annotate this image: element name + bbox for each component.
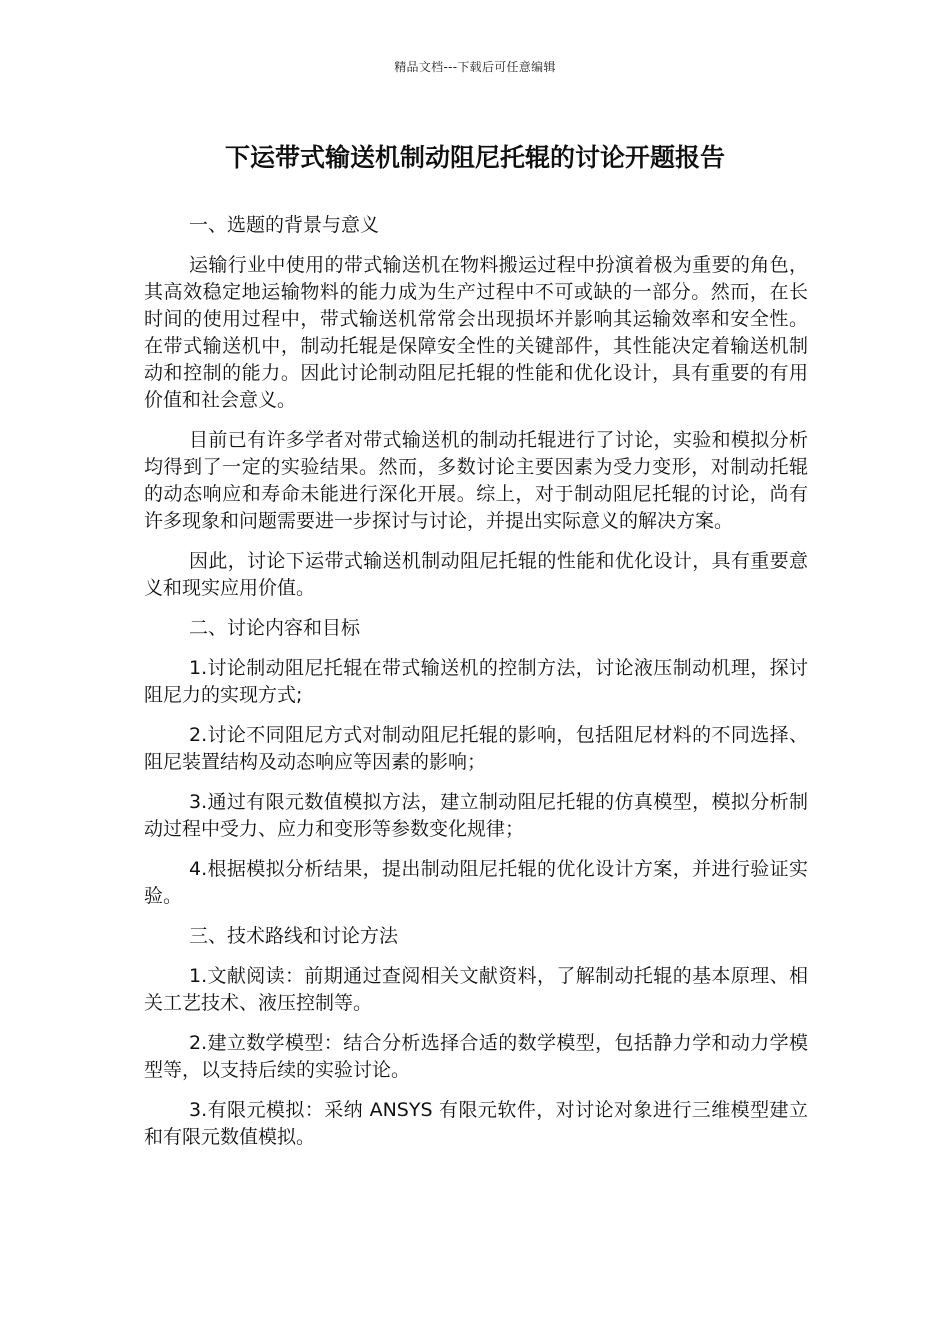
list-item: 2.建立数学模型：结合分析选择合适的数学模型，包括静力学和动力学模型等，以支持后续的实验讨论。 (144, 1032, 808, 1081)
document-title: 下运带式输送机制动阻尼托辊的讨论开题报告 (224, 143, 725, 172)
list-item: 4.根据模拟分析结果，提出制动阻尼托辊的优化设计方案，并进行验证实验。 (144, 858, 808, 907)
document-body (144, 212, 808, 1164)
list-item: 1.文献阅读：前期通过查阅相关文献资料，了解制动托辊的基本原理、相关工艺技术、液压控制等。 (144, 965, 808, 1014)
paragraph: 因此，讨论下运带式输送机制动阻尼托辊的性能和优化设计，具有重要意义和现实应用价值。 (144, 550, 808, 599)
section-heading-technical-route: 三、技术路线和讨论方法 (189, 925, 399, 947)
paragraph: 运输行业中使用的带式输送机在物料搬运过程中扮演着极为重要的角色，其高效稳定地运输物料的能力成为生产过程中不可或缺的一部分。然而，在长时间的使用过程中，带式输送机常常会出现损坏并影响其运输效率和安全性。在带式输送机中，制动托辊是保障安全性的关键部件，其性能决定着输送机制动和控制的能力。因此讨论制动阻尼托辊的性能和优化设计，具有重要的有用价值和社会意义。 (144, 254, 808, 411)
page-header-note: 精品文档---下载后可任意编辑 (394, 60, 556, 74)
list-item: 3.有限元模拟：采纳 ANSYS 有限元软件，对讨论对象进行三维模型建立和有限元数值模拟。 (144, 1099, 808, 1148)
list-item: 3.通过有限元数值模拟方法，建立制动阻尼托辊的仿真模型，模拟分析制动过程中受力、应力和变形等参数变化规律； (144, 791, 808, 840)
section-heading-background: 一、选题的背景与意义 (189, 214, 380, 236)
list-item: 2.讨论不同阻尼方式对制动阻尼托辊的影响，包括阻尼材料的不同选择、阻尼装置结构及动态响应等因素的影响； (144, 724, 808, 773)
section-heading-content-goals: 二、讨论内容和目标 (189, 617, 361, 639)
list-item: 1.讨论制动阻尼托辊在带式输送机的控制方法，讨论液压制动机理，探讨阻尼力的实现方式; (144, 657, 808, 706)
paragraph: 目前已有许多学者对带式输送机的制动托辊进行了讨论，实验和模拟分析均得到了一定的实验结果。然而，多数讨论主要因素为受力变形，对制动托辊的动态响应和寿命未能进行深化开展。综上，对于制动阻尼托辊的讨论，尚有许多现象和问题需要进一步探讨与讨论，并提出实际意义的解决方案。 (144, 429, 808, 532)
